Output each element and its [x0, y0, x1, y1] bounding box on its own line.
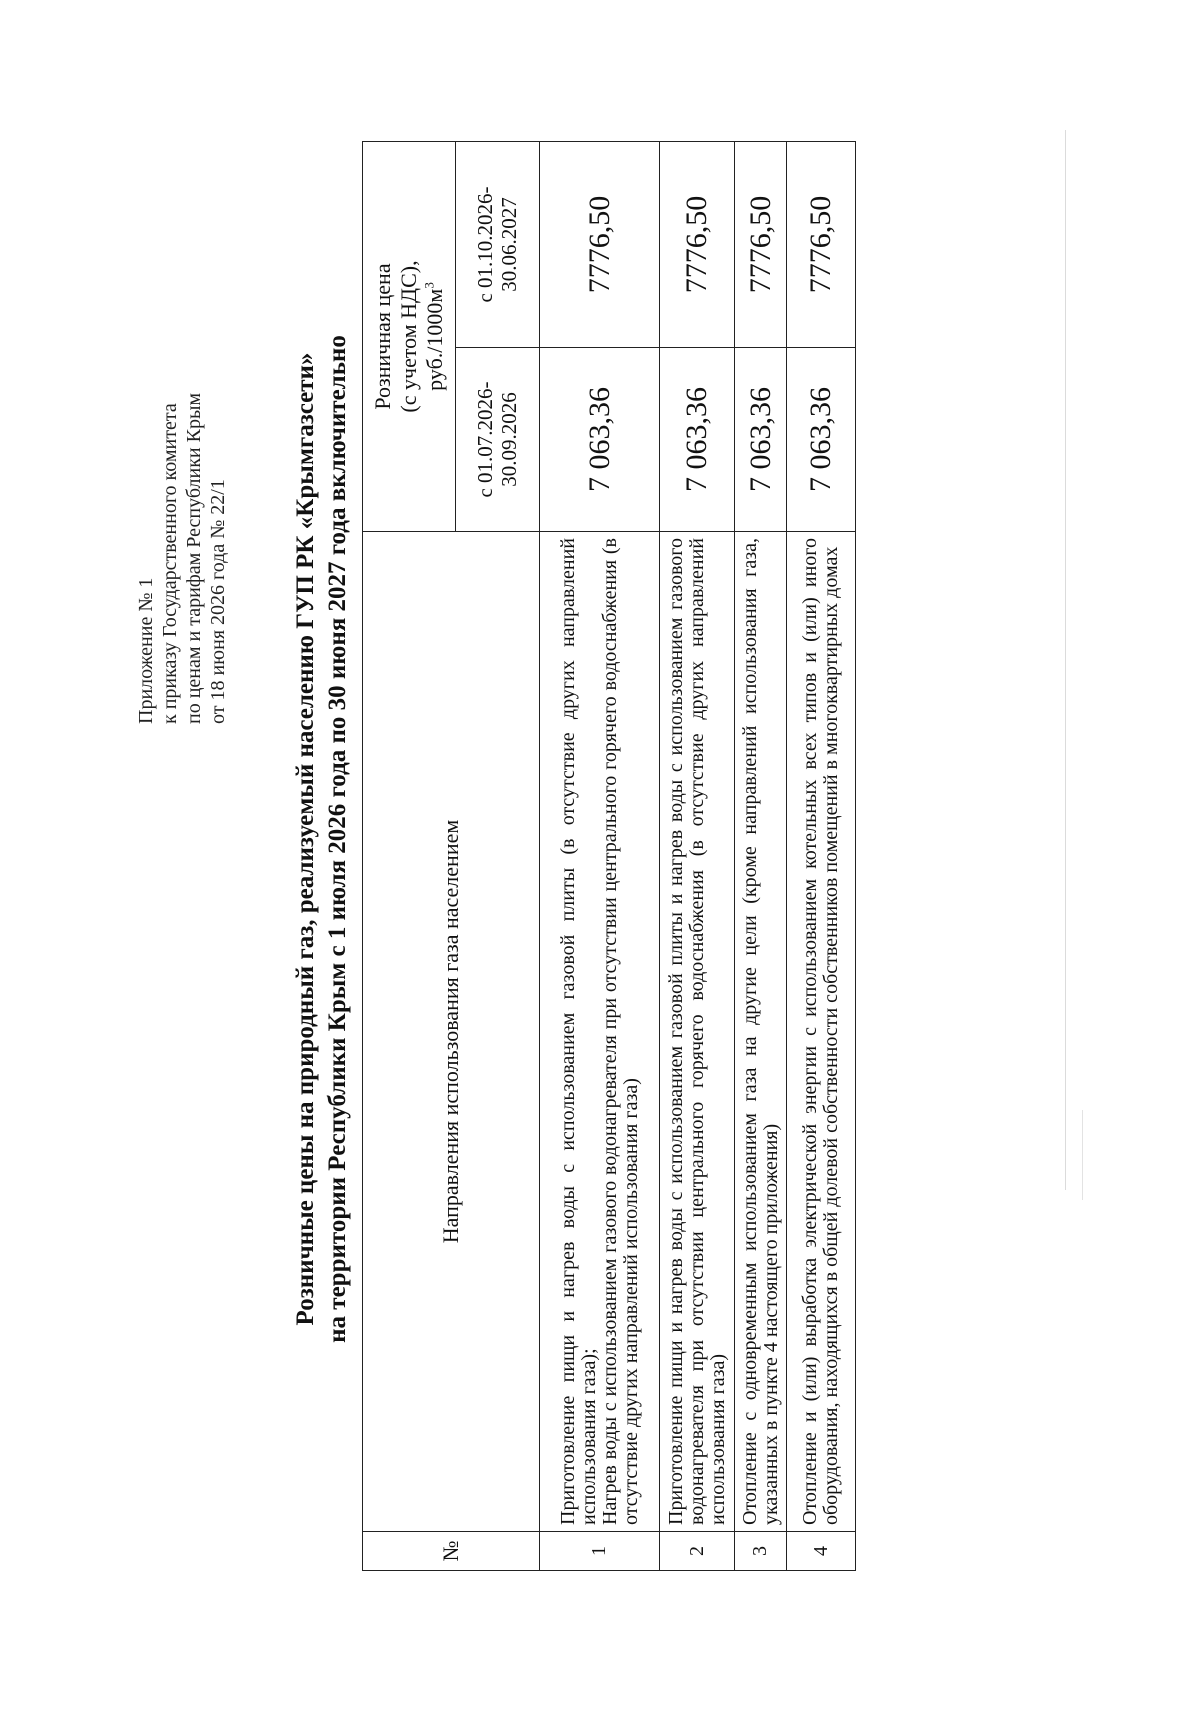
row-price-period-1: 7 063,36	[787, 348, 856, 532]
row-number: 4	[787, 1532, 856, 1571]
row-description-text: Нагрев воды с использованием газового водонагревателя при отсутствии центрального горячего водоснабжения (в отсутствие других направлений использования газа)	[598, 538, 642, 1525]
row-price-period-1: 7 063,36	[660, 348, 735, 532]
title-line: Розничные цены на природный газ, реализуемый населению ГУП РК «Крымгазсети»	[292, 352, 319, 1326]
row-price-period-2: 7776,50	[540, 142, 660, 348]
header-number: №	[363, 1532, 540, 1571]
row-description	[787, 532, 856, 1532]
title-line: на территории Республики Крым с 1 июля 2026 года по 30 июня 2027 года включительно	[324, 335, 351, 1343]
table-row	[660, 142, 735, 1571]
row-description-text: Отопление и (или) выработка электрической энергии с использованием котельных всех типов и (или) иного оборудования, находящихся в общей долевой собственности собственников помещений в многоквартирных домах	[799, 538, 842, 1525]
row-number: 3	[735, 1532, 787, 1571]
header-price-line: руб./1000м	[421, 288, 447, 391]
period-line: 30.06.2027	[497, 197, 522, 292]
appendix-line: по ценам и тарифам Республики Крым	[183, 392, 205, 724]
header-direction: Направления использования газа населением	[363, 532, 540, 1532]
row-description-text: Приготовление пищи и нагрев воды с использованием газовой плиты и нагрев воды с использованием газового водонагревателя при отсутствии центрального горячего водоснабжения (в отсутствие других направлений использования газа)	[664, 538, 729, 1525]
row-price-period-2: 7776,50	[735, 142, 787, 348]
header-retail-price	[363, 142, 456, 532]
price-table	[362, 141, 856, 1571]
appendix-reference	[134, 124, 230, 724]
header-price-line: (с учетом НДС),	[395, 260, 421, 413]
period-line: с 01.10.2026-	[473, 186, 498, 303]
row-price-period-1: 7 063,36	[540, 348, 660, 532]
period-line: с 01.07.2026-	[473, 381, 498, 498]
document-title	[290, 209, 354, 1469]
header-period-1	[455, 348, 539, 532]
table-row	[787, 142, 856, 1571]
row-price-period-2: 7776,50	[660, 142, 735, 348]
appendix-line: от 18 июня 2026 года № 22/1	[207, 479, 229, 724]
appendix-line: к приказу Государственного комитета	[159, 403, 181, 724]
row-price-period-1: 7 063,36	[735, 348, 787, 532]
row-description	[735, 532, 787, 1532]
row-price-period-2: 7776,50	[787, 142, 856, 348]
row-description-text: Приготовление пищи и нагрев воды с использованием газовой плиты (в отсутствие других направлений использования газа);	[556, 538, 600, 1525]
header-period-2	[455, 142, 539, 348]
period-line: 30.09.2026	[497, 392, 522, 487]
row-description	[660, 532, 735, 1532]
row-description	[540, 532, 660, 1532]
unit-superscript: 3	[421, 282, 437, 289]
header-price-line: Розничная цена	[369, 263, 395, 410]
row-description-text: Отопление с одновременным использованием газа на другие цели (кроме направлений использования газа, указанных в пункте 4 настоящего приложения)	[738, 538, 782, 1525]
appendix-line: Приложение № 1	[135, 577, 157, 724]
row-number: 1	[540, 1532, 660, 1571]
table-row	[540, 142, 660, 1571]
row-number: 2	[660, 1532, 735, 1571]
table-row	[735, 142, 787, 1571]
header-price-unit	[422, 148, 448, 525]
